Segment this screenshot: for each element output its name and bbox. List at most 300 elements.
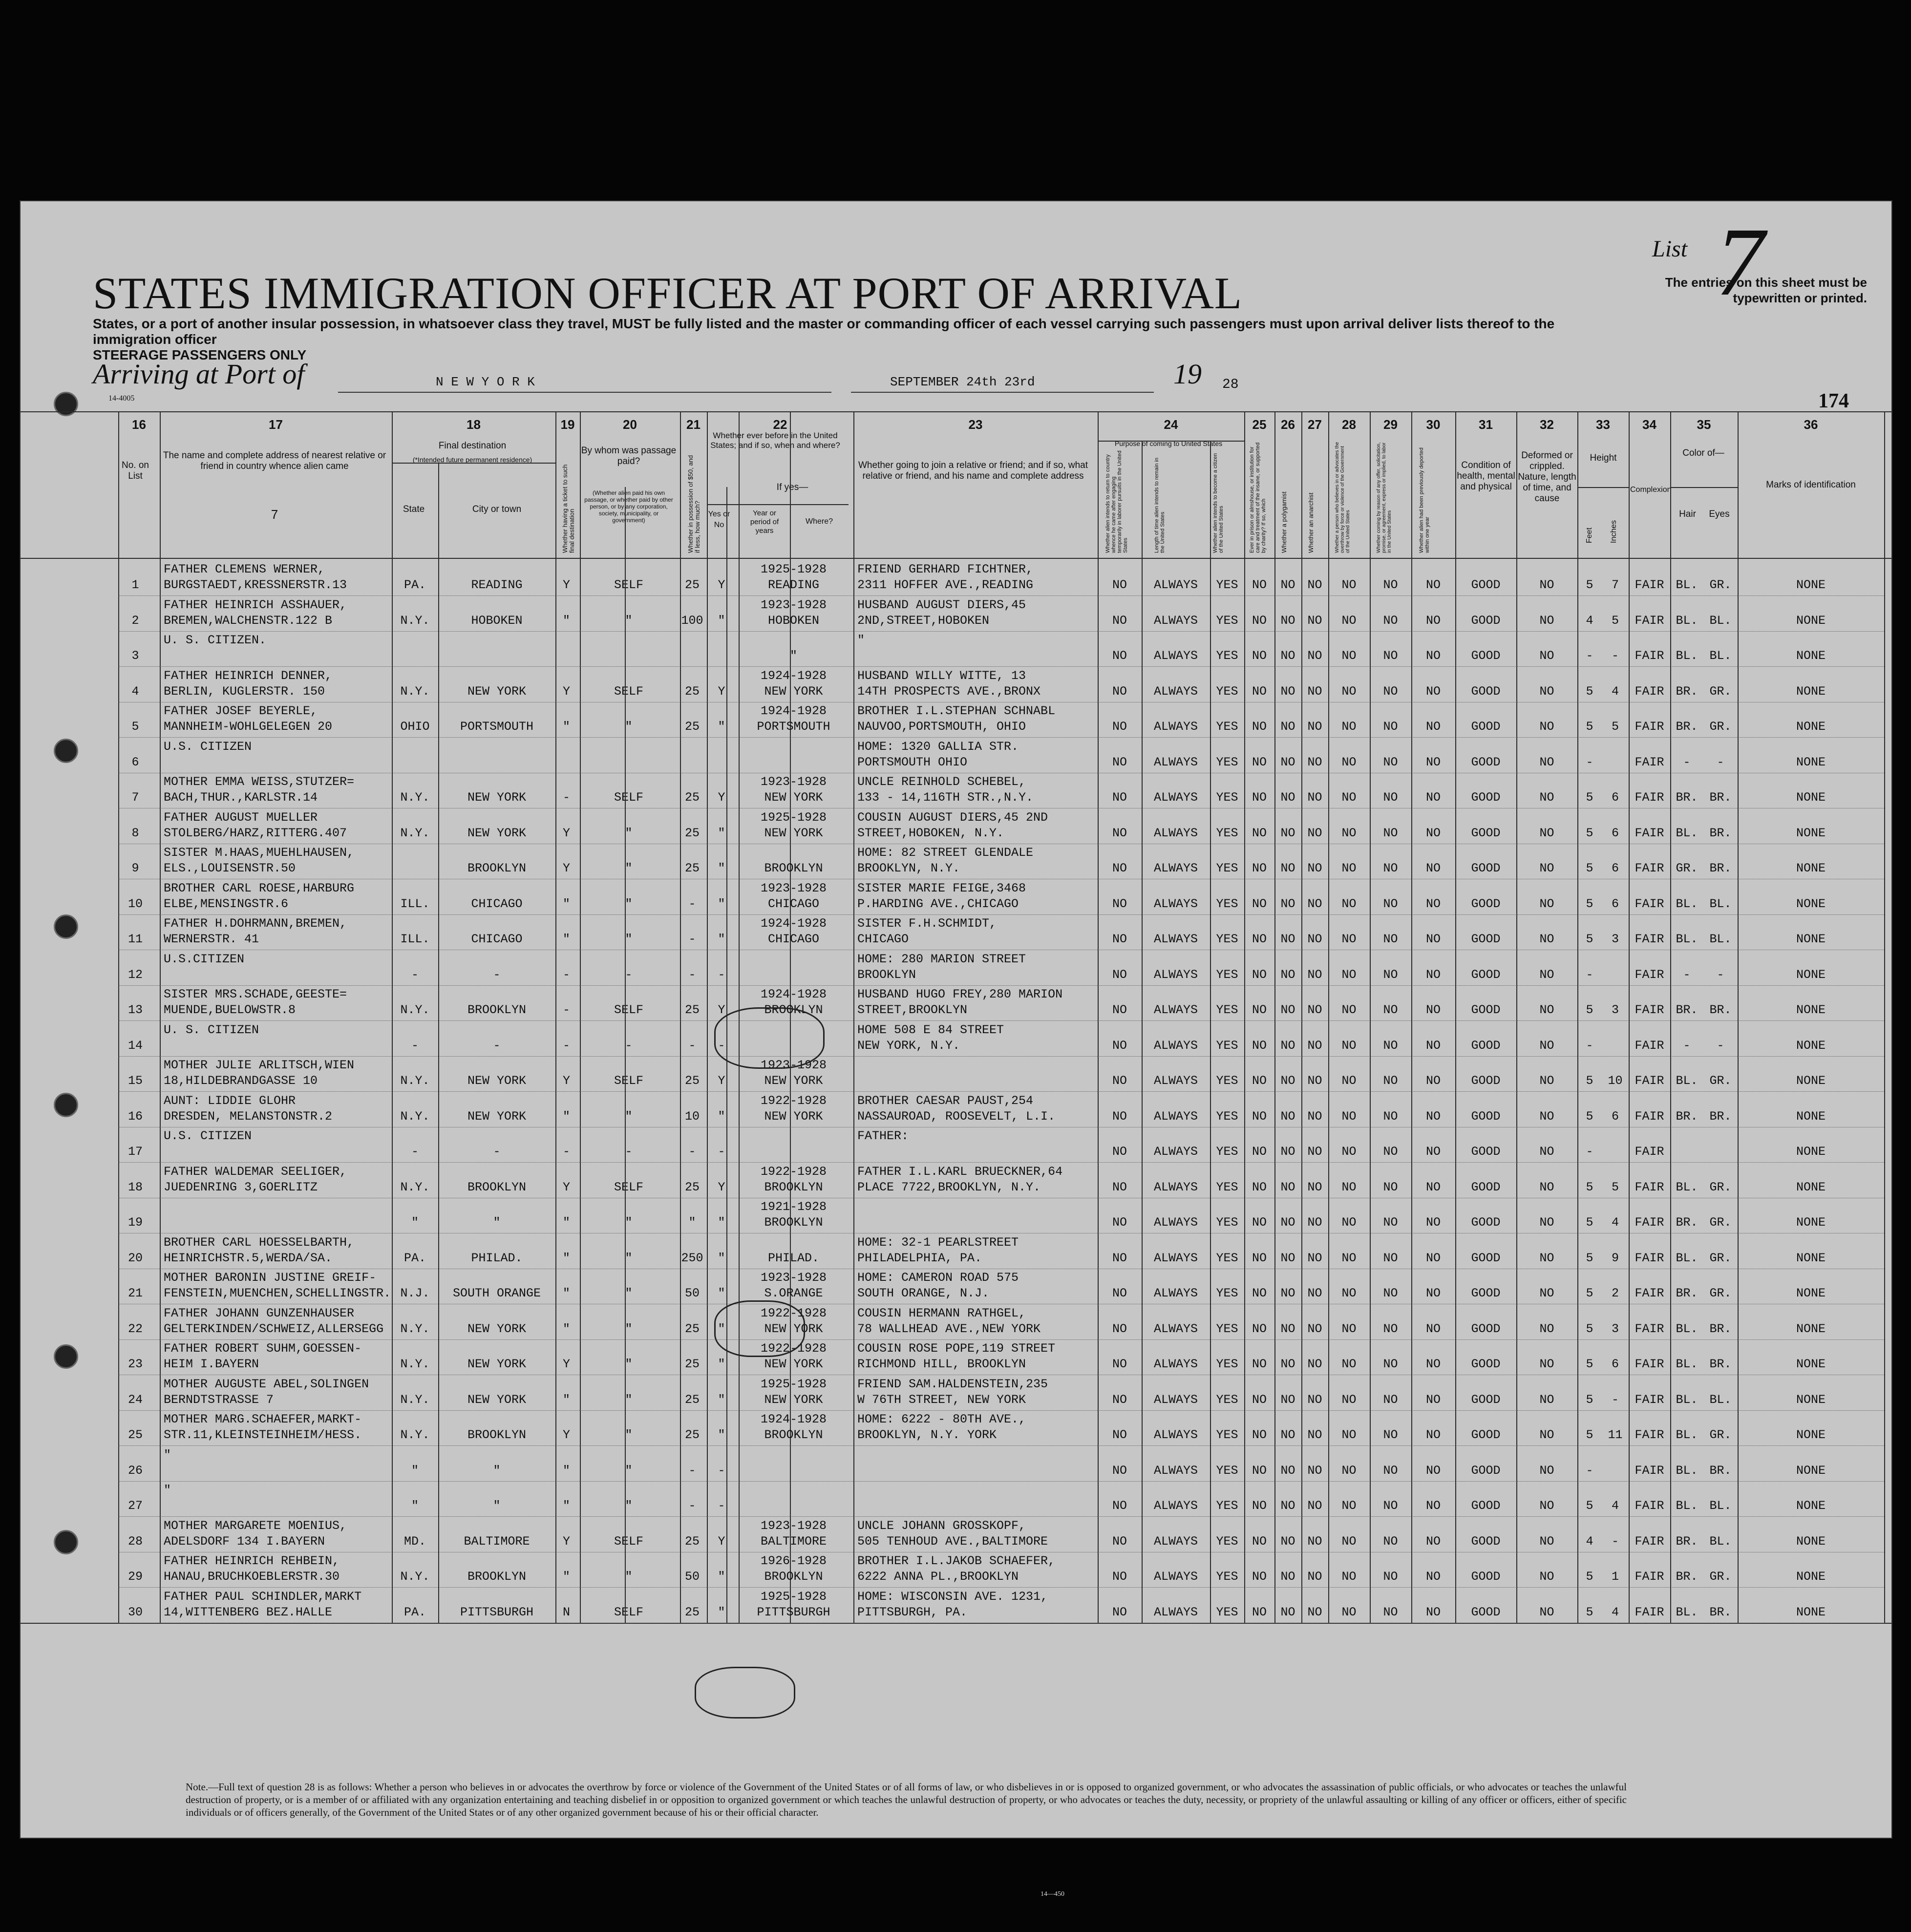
cell-c26: NO [1280, 1357, 1295, 1371]
cell-in: 5 [1611, 1180, 1619, 1194]
cell-paid: SELF [614, 578, 643, 592]
head-where: Where? [805, 517, 833, 526]
cell-c25: NO [1252, 720, 1267, 734]
relative-line-2: BACH,THUR.,KARLSTR.14 [164, 790, 318, 805]
cell-ticket: Y [562, 1074, 570, 1088]
cell-eyes: BL. [1709, 613, 1732, 628]
cell-health: GOOD [1471, 1286, 1501, 1300]
cell-city: - [493, 1145, 501, 1159]
cell-c25: NO [1252, 932, 1267, 946]
cell-len: ALWAYS [1153, 861, 1198, 875]
joining-line-2: STREET,HOBOKEN, N.Y. [857, 826, 1004, 840]
cell-len: ALWAYS [1153, 649, 1198, 663]
cell-hair: BL. [1676, 649, 1698, 663]
cell-yn: Y [718, 1074, 725, 1088]
cell-c30: NO [1425, 1074, 1441, 1088]
prior-visit-where: NEW YORK [764, 1392, 823, 1407]
joining-line-1: HOME: WISCONSIN AVE. 1231, [857, 1589, 1048, 1604]
cell-c26: NO [1280, 1180, 1295, 1194]
cell-health: GOOD [1471, 1145, 1501, 1159]
relative-line-2: ELS.,LOUISENSTR.50 [164, 861, 296, 875]
relative-line-1: " [164, 1447, 171, 1462]
cell-marks: NONE [1796, 1463, 1826, 1478]
head-marks: Marks of identification [1766, 480, 1856, 490]
cell-hair: BR. [1676, 720, 1698, 734]
cell-paid: " [625, 1286, 633, 1300]
cell-hair: BL. [1676, 1392, 1698, 1407]
relative-line-1: FATHER H.DOHRMANN,BREMEN, [164, 916, 347, 931]
cell-c30: NO [1425, 720, 1441, 734]
cell-health: GOOD [1471, 861, 1501, 875]
prior-visit-years: 1924-1928 [760, 987, 827, 1001]
cell-c25: NO [1252, 896, 1267, 911]
cell-state: N.Y. [400, 613, 430, 628]
cell-c30: NO [1425, 1109, 1441, 1124]
cell-comp: FAIR [1635, 1251, 1664, 1265]
cell-cit: YES [1216, 896, 1238, 911]
cell-state: ILL. [400, 932, 430, 946]
manifest-sheet [20, 200, 1892, 1839]
joining-line-1: SISTER MARIE FEIGE,3468 [857, 881, 1026, 895]
prior-visit-years: 1923-1928 [760, 1271, 827, 1285]
prior-visit-where: NEW YORK [764, 684, 823, 699]
cell-health: GOOD [1471, 755, 1501, 769]
cell-eyes: BR. [1709, 826, 1732, 840]
cell-cit: YES [1216, 1215, 1238, 1230]
cell-deformed: NO [1539, 1534, 1554, 1549]
column-number: 29 [1383, 417, 1398, 432]
cell-len: ALWAYS [1153, 578, 1198, 592]
cell-marks: NONE [1796, 1074, 1826, 1088]
cell-eyes: GR. [1709, 720, 1732, 734]
cell-c27: NO [1307, 684, 1322, 699]
cell-ft: 5 [1586, 1357, 1593, 1371]
row-number: 24 [127, 1392, 143, 1407]
cell-ticket: Y [562, 1428, 570, 1442]
relative-line-1: FATHER CLEMENS WERNER, [164, 562, 325, 576]
cell-city: PHILAD. [471, 1251, 523, 1265]
table-row [21, 1304, 1891, 1340]
cell-ft: - [1586, 1038, 1593, 1053]
cell-money: 25 [684, 1392, 700, 1407]
cell-comp: FAIR [1635, 1003, 1664, 1017]
cell-ft: 5 [1586, 1109, 1593, 1124]
cell-c26: NO [1280, 790, 1295, 805]
header-sub-rule [707, 504, 849, 505]
cell-c27: NO [1307, 932, 1322, 946]
cell-hair: BL. [1676, 932, 1698, 946]
cell-c27: NO [1307, 1286, 1322, 1300]
cell-hair: BL. [1676, 578, 1698, 592]
handwritten-annotation [714, 1007, 825, 1069]
cell-c25: NO [1252, 1180, 1267, 1194]
joining-line-1: COUSIN AUGUST DIERS,45 2ND [857, 810, 1048, 825]
prior-visit-years: 1925-1928 [760, 562, 827, 576]
cell-c25: NO [1252, 790, 1267, 805]
relative-line-2: BREMEN,WALCHENSTR.122 B [164, 613, 333, 628]
table-row [21, 1269, 1891, 1305]
cell-c26: NO [1280, 1463, 1295, 1478]
cell-paid: SELF [614, 1074, 643, 1088]
row-number: 21 [127, 1286, 143, 1300]
cell-health: GOOD [1471, 1038, 1501, 1053]
cell-cit: YES [1216, 1463, 1238, 1478]
cell-cit: YES [1216, 684, 1238, 699]
cell-ft: 5 [1586, 1251, 1593, 1265]
table-row [21, 1446, 1891, 1482]
cell-len: ALWAYS [1153, 1251, 1198, 1265]
joining-line-1: HOME: 6222 - 80TH AVE., [857, 1412, 1026, 1426]
joining-line-2: PITTSBURGH, PA. [857, 1605, 968, 1619]
cell-eyes: BR. [1709, 1003, 1732, 1017]
head-purpose-citizen: Whether alien intends to become a citizen of the United States [1212, 453, 1224, 553]
prior-visit-years: 1923-1928 [760, 775, 827, 789]
column-number: 20 [623, 417, 637, 432]
cell-c29: NO [1383, 861, 1398, 875]
cell-ft: 5 [1586, 1321, 1593, 1336]
cell-comp: FAIR [1635, 1357, 1664, 1371]
footer-code: 14—450 [1040, 1890, 1064, 1898]
column-number: 23 [968, 417, 983, 432]
column-number: 24 [1164, 417, 1178, 432]
cell-eyes: GR. [1709, 1251, 1732, 1265]
cell-c25: NO [1252, 1534, 1267, 1549]
head-deformed: Deformed or crippled. Nature, length of time, and cause [1518, 450, 1576, 504]
cell-len: ALWAYS [1153, 967, 1198, 982]
cell-yn: " [718, 1215, 725, 1230]
cell-state: - [411, 967, 419, 982]
cell-hair: BR. [1676, 1286, 1698, 1300]
relative-line-2: FENSTEIN,MUENCHEN,SCHELLINGSTR. [164, 1286, 391, 1300]
cell-ret: NO [1112, 1357, 1127, 1371]
cell-c28: NO [1341, 1357, 1357, 1371]
cell-c27: NO [1307, 1038, 1322, 1053]
cell-c30: NO [1425, 1534, 1441, 1549]
cell-comp: FAIR [1635, 720, 1664, 734]
column-number: 26 [1281, 417, 1295, 432]
cell-cit: YES [1216, 1074, 1238, 1088]
cell-c27: NO [1307, 1321, 1322, 1336]
cell-ret: NO [1112, 1109, 1127, 1124]
cell-hair: BR. [1676, 1003, 1698, 1017]
cell-paid: " [625, 1428, 633, 1442]
head-final-destination-sub: (*Intended future permanent residence) [412, 456, 532, 464]
cell-ft: 5 [1586, 790, 1593, 805]
cell-c30: NO [1425, 932, 1441, 946]
cell-c27: NO [1307, 1534, 1322, 1549]
cell-c29: NO [1383, 1003, 1398, 1017]
prior-visit-years: 1922-1928 [760, 1306, 827, 1320]
cell-marks: NONE [1796, 896, 1826, 911]
cell-health: GOOD [1471, 578, 1501, 592]
cell-cit: YES [1216, 613, 1238, 628]
relative-line-1: AUNT: LIDDIE GLOHR [164, 1093, 296, 1108]
cell-ticket: " [562, 1392, 570, 1407]
relative-line-1: FATHER JOSEF BEYERLE, [164, 704, 318, 718]
cell-city: " [493, 1463, 501, 1478]
cell-comp: FAIR [1635, 578, 1664, 592]
cell-ticket: Y [562, 1534, 570, 1549]
cell-c28: NO [1341, 1534, 1357, 1549]
cell-marks: NONE [1796, 1570, 1826, 1584]
cell-city: PITTSBURGH [460, 1605, 534, 1619]
cell-yn: " [718, 720, 725, 734]
cell-comp: FAIR [1635, 613, 1664, 628]
cell-city: BROOKLYN [467, 1570, 527, 1584]
relative-line-1: U. S. CITIZEN [164, 1022, 259, 1037]
cell-deformed: NO [1539, 1074, 1554, 1088]
cell-cit: YES [1216, 578, 1238, 592]
cell-c28: NO [1341, 649, 1357, 663]
cell-city: NEW YORK [467, 1109, 527, 1124]
cell-ticket: " [562, 1109, 570, 1124]
cell-ft: 5 [1586, 1392, 1593, 1407]
cell-c27: NO [1307, 826, 1322, 840]
cell-cit: YES [1216, 1251, 1238, 1265]
cell-deformed: NO [1539, 684, 1554, 699]
cell-eyes: BL. [1709, 896, 1732, 911]
row-number: 19 [127, 1215, 143, 1230]
cell-c28: NO [1341, 826, 1357, 840]
cell-cit: YES [1216, 1534, 1238, 1549]
prior-visit-years: 1924-1928 [760, 1412, 827, 1426]
cell-money: - [688, 1463, 696, 1478]
year-suffix: 28 [1222, 377, 1239, 392]
joining-line-1: HUSBAND AUGUST DIERS,45 [857, 597, 1026, 612]
cell-deformed: NO [1539, 1463, 1554, 1478]
head-prison: Ever in prison or almshouse, or institution for care and treatment of the insane, or supported by charity? If so, which [1249, 442, 1267, 553]
cell-comp: FAIR [1635, 826, 1664, 840]
cell-money: 10 [684, 1109, 700, 1124]
cell-marks: NONE [1796, 932, 1826, 946]
cell-eyes: BR. [1709, 1109, 1732, 1124]
prior-visit-years: 1923-1928 [760, 597, 827, 612]
cell-ft: 5 [1586, 1003, 1593, 1017]
cell-paid: - [625, 967, 633, 982]
cell-paid: - [625, 1038, 633, 1053]
cell-in: 6 [1611, 896, 1619, 911]
cell-health: GOOD [1471, 1003, 1501, 1017]
head-year-period: Year or period of years [750, 509, 779, 535]
cell-ticket: " [562, 932, 570, 946]
column-number: 18 [467, 417, 481, 432]
cell-in: 11 [1608, 1428, 1623, 1442]
cell-marks: NONE [1796, 1534, 1826, 1549]
prior-visit-where: CHICAGO [767, 932, 820, 946]
cell-health: GOOD [1471, 790, 1501, 805]
cell-paid: " [625, 1109, 633, 1124]
cell-health: GOOD [1471, 1251, 1501, 1265]
cell-cit: YES [1216, 1570, 1238, 1584]
joining-line-1: HUSBAND WILLY WITTE, 13 [857, 668, 1026, 683]
cell-health: GOOD [1471, 720, 1501, 734]
cell-ft: 5 [1586, 1570, 1593, 1584]
cell-in: 4 [1611, 1215, 1619, 1230]
cell-hair: BL. [1676, 1428, 1698, 1442]
cell-c29: NO [1383, 1286, 1398, 1300]
table-row [21, 879, 1891, 915]
cell-state: N.Y. [400, 1392, 430, 1407]
cell-health: GOOD [1471, 1180, 1501, 1194]
relative-line-1: FATHER HEINRICH ASSHAUER, [164, 597, 347, 612]
cell-ret: NO [1112, 1074, 1127, 1088]
cell-deformed: NO [1539, 1286, 1554, 1300]
cell-in: 6 [1611, 826, 1619, 840]
cell-hair: BR. [1676, 1534, 1698, 1549]
cell-c27: NO [1307, 1215, 1322, 1230]
handwritten-annotation [695, 1667, 795, 1719]
prior-visit-years: 1924-1928 [760, 916, 827, 931]
cell-state: OHIO [400, 720, 430, 734]
cell-c30: NO [1425, 1463, 1441, 1478]
cell-c29: NO [1383, 896, 1398, 911]
joining-line-1: HOME 508 E 84 STREET [857, 1022, 1004, 1037]
cell-in: 5 [1611, 613, 1619, 628]
cell-comp: FAIR [1635, 1074, 1664, 1088]
cell-money: 50 [684, 1570, 700, 1584]
table-row [21, 773, 1891, 809]
cell-marks: NONE [1796, 755, 1826, 769]
prior-visit-where: BROOKLYN [764, 1180, 823, 1194]
form-code: 14-4005 [108, 394, 135, 403]
table-row [21, 1021, 1891, 1057]
row-number: 28 [127, 1534, 143, 1549]
cell-c29: NO [1383, 1605, 1398, 1619]
entries-note: The entries on this sheet must be typewritten or printed. [1665, 275, 1867, 305]
cell-ticket: - [562, 1145, 570, 1159]
cell-c28: NO [1341, 1251, 1357, 1265]
head-money: Whether in possession of $50, and if less, how much? [687, 455, 701, 553]
joining-line-1: HOME: CAMERON ROAD 575 [857, 1271, 1019, 1285]
cell-state: PA. [403, 1605, 426, 1619]
cell-c26: NO [1280, 1038, 1295, 1053]
cell-c30: NO [1425, 1321, 1441, 1336]
cell-c26: NO [1280, 1145, 1295, 1159]
cell-comp: FAIR [1635, 1145, 1664, 1159]
cell-health: GOOD [1471, 1215, 1501, 1230]
relative-line-2: GELTERKINDEN/SCHWEIZ,ALLERSEGG [164, 1321, 384, 1336]
cell-paid: " [625, 932, 633, 946]
cell-c27: NO [1307, 1570, 1322, 1584]
cell-c25: NO [1252, 826, 1267, 840]
cell-ft: 4 [1586, 1534, 1593, 1549]
row-number: 10 [127, 896, 143, 911]
cell-money: - [688, 1499, 696, 1513]
cell-c25: NO [1252, 1428, 1267, 1442]
cell-c25: NO [1252, 1286, 1267, 1300]
cell-in: 4 [1611, 1605, 1619, 1619]
head-overthrow: Whether a person who believes in or advocates the overthrow by force or violence of the Government of the United States [1335, 442, 1351, 553]
relative-line-1: FATHER HEINRICH REHBEIN, [164, 1554, 340, 1568]
relative-line-2: ELBE,MENSINGSTR.6 [164, 896, 289, 911]
head-no-on-list: No. on List [122, 460, 149, 481]
cell-paid: SELF [614, 684, 643, 699]
relative-line-2: MANNHEIM-WOHLGELEGEN 20 [164, 720, 333, 734]
head-hair: Hair [1679, 509, 1696, 519]
column-number: 21 [686, 417, 701, 432]
cell-in: 7 [1611, 578, 1619, 592]
cell-ft: 5 [1586, 932, 1593, 946]
cell-in: - [1611, 1392, 1619, 1407]
cell-c25: NO [1252, 1251, 1267, 1265]
cell-ticket: N [562, 1605, 570, 1619]
cell-ticket: " [562, 1286, 570, 1300]
cell-comp: FAIR [1635, 1392, 1664, 1407]
cell-yn: Y [718, 684, 725, 699]
column-number: 31 [1479, 417, 1493, 432]
cell-len: ALWAYS [1153, 1215, 1198, 1230]
cell-c27: NO [1307, 1392, 1322, 1407]
table-row [21, 1588, 1891, 1624]
cell-city: READING [471, 578, 523, 592]
prior-visit-years: 1923-1928 [760, 1518, 827, 1533]
prior-visit-where: BROOKLYN [764, 861, 823, 875]
cell-health: GOOD [1471, 649, 1501, 663]
prior-visit-where: NEW YORK [764, 1109, 823, 1124]
relative-line-1: MOTHER JULIE ARLITSCH,WIEN [164, 1058, 355, 1072]
table-row [21, 844, 1891, 880]
cell-ret: NO [1112, 649, 1127, 663]
cell-ft: 5 [1586, 1074, 1593, 1088]
cell-c25: NO [1252, 1003, 1267, 1017]
cell-eyes: BR. [1709, 1321, 1732, 1336]
cell-c26: NO [1280, 578, 1295, 592]
cell-c26: NO [1280, 826, 1295, 840]
row-number: 4 [131, 684, 139, 699]
cell-in: - [1611, 1534, 1619, 1549]
cell-paid: SELF [614, 1605, 643, 1619]
cell-in: - [1611, 649, 1619, 663]
cell-c28: NO [1341, 1003, 1357, 1017]
joining-line-2: 2ND,STREET,HOBOKEN [857, 613, 990, 628]
table-row [21, 1198, 1891, 1234]
cell-money: 25 [684, 578, 700, 592]
cell-len: ALWAYS [1153, 1570, 1198, 1584]
cell-c26: NO [1280, 1003, 1295, 1017]
cell-ticket: " [562, 613, 570, 628]
cell-comp: FAIR [1635, 1499, 1664, 1513]
cell-health: GOOD [1471, 1357, 1501, 1371]
row-number: 22 [127, 1321, 143, 1336]
cell-deformed: NO [1539, 649, 1554, 663]
cell-c26: NO [1280, 1605, 1295, 1619]
cell-state: " [411, 1215, 419, 1230]
head-purpose-length: Length of time alien intends to remain in the United States [1154, 457, 1166, 553]
cell-c26: NO [1280, 1074, 1295, 1088]
cell-marks: NONE [1796, 613, 1826, 628]
cell-state: N.Y. [400, 826, 430, 840]
cell-ticket: - [562, 1003, 570, 1017]
cell-eyes: GR. [1709, 1428, 1732, 1442]
head-eyes: Eyes [1709, 509, 1730, 519]
cell-state: N.Y. [400, 1570, 430, 1584]
prior-visit-years: 1922-1928 [760, 1341, 827, 1356]
row-number: 30 [127, 1605, 143, 1619]
cell-deformed: NO [1539, 1180, 1554, 1194]
cell-marks: NONE [1796, 1286, 1826, 1300]
cell-eyes: BL. [1709, 1392, 1732, 1407]
cell-ft: - [1586, 649, 1593, 663]
cell-cit: YES [1216, 649, 1238, 663]
cell-c29: NO [1383, 790, 1398, 805]
table-row [21, 985, 1891, 1021]
cell-city: " [493, 1499, 501, 1513]
cell-ft: - [1586, 1145, 1593, 1159]
relative-line-2: HEIM I.BAYERN [164, 1357, 259, 1371]
prior-visit-where: BROOKLYN [764, 1003, 823, 1017]
cell-deformed: NO [1539, 1392, 1554, 1407]
cell-cit: YES [1216, 932, 1238, 946]
